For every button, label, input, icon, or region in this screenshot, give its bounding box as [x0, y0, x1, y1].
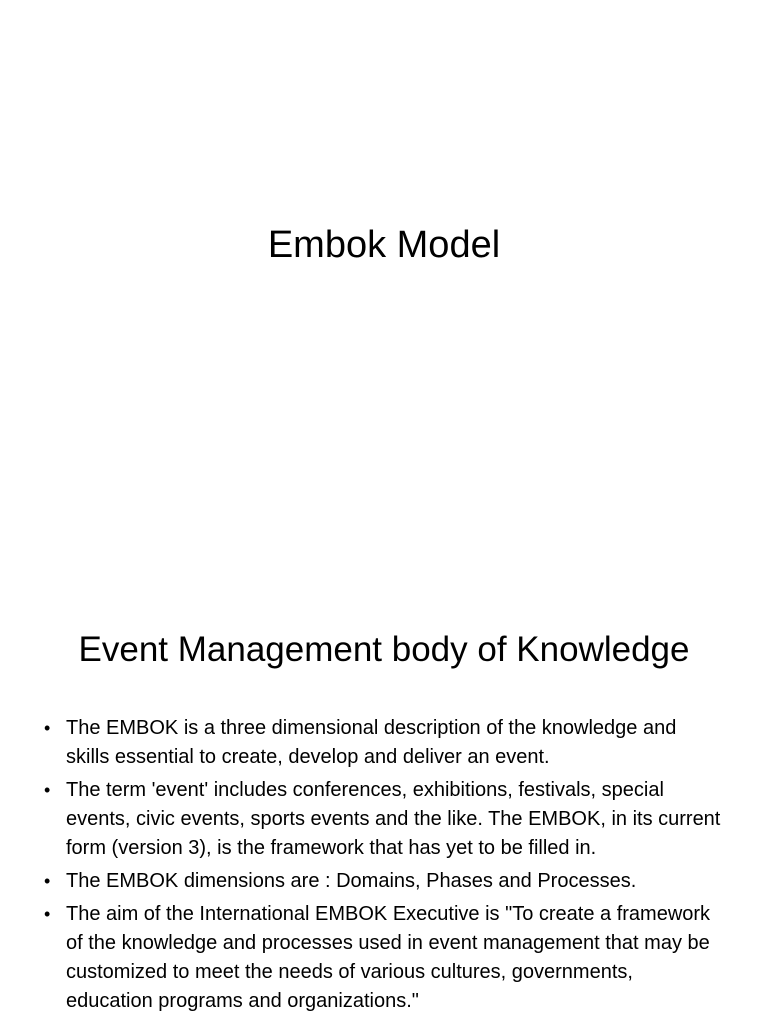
bullet-dot-icon: • — [44, 780, 51, 800]
bullet-text: The aim of the International EMBOK Executive is "To create a framework of the knowledge and processes used in event management that may be customized to meet the needs of various cultures, governments, education programs and organizations." — [66, 903, 711, 1012]
slide-heading: Event Management body of Knowledge — [78, 630, 690, 669]
slide-title: Embok Model — [267, 224, 501, 266]
bullet-text: The EMBOK is a three dimensional description of the knowledge and skills essential to create, develop and deliver an event. — [66, 717, 677, 768]
content-slide — [0, 576, 768, 1024]
bullet-text: The term 'event' includes conferences, exhibitions, festivals, special events, civic events, sports events and the like. The EMBOK, in its current form (version 3), is the framework that has yet to be filled in. — [66, 779, 721, 859]
bullet-item — [44, 900, 722, 1016]
bullet-item — [44, 867, 722, 896]
bullet-dot-icon: • — [44, 904, 51, 924]
bullet-item — [44, 714, 722, 772]
bullet-dot-icon: • — [44, 718, 51, 738]
bullet-text: The EMBOK dimensions are : Domains, Phases and Processes. — [66, 870, 637, 892]
bullet-item — [44, 776, 722, 863]
bullet-dot-icon: • — [44, 871, 51, 891]
bullet-list — [44, 714, 722, 1020]
